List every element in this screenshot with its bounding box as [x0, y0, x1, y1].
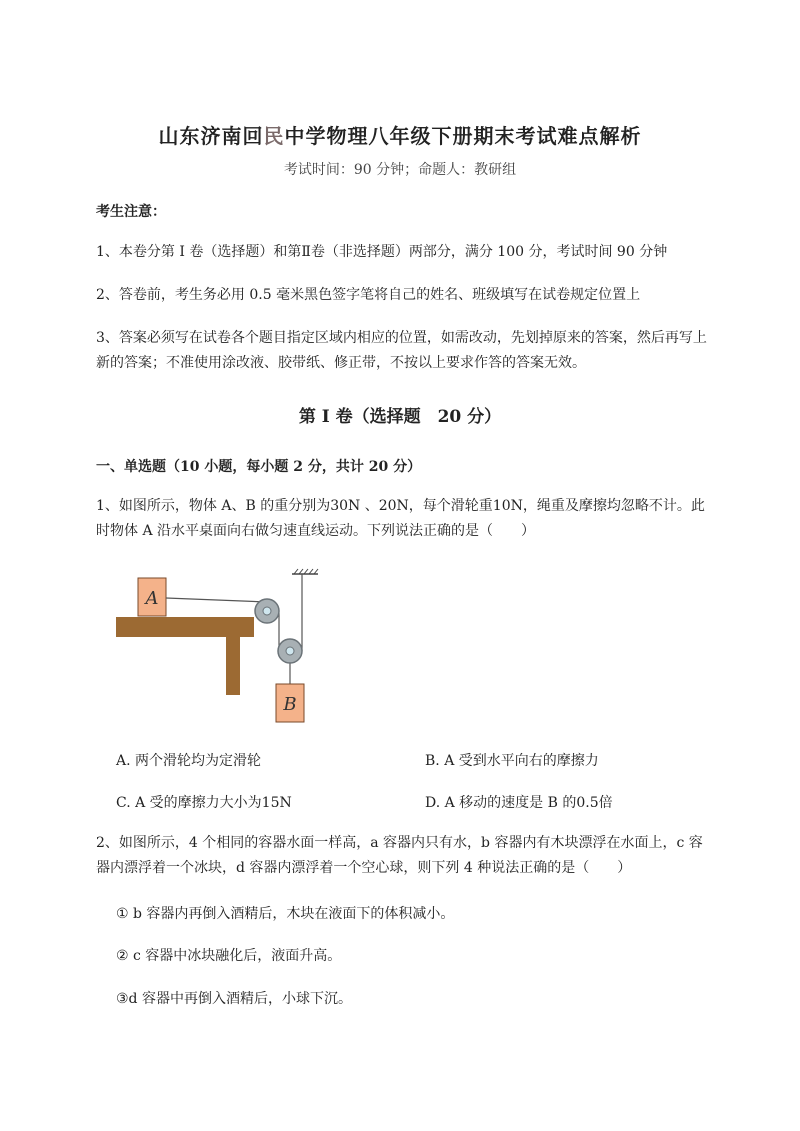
notice-item-2: 2、答卷前，考生务必用 0.5 毫米黑色签字笔将自己的姓名、班级填写在试卷规定位置上: [96, 287, 641, 303]
table-top: [116, 617, 254, 637]
q2-statement-1: ① b 容器内再倒入酒精后，木块在液面下的体积减小。: [116, 906, 455, 922]
block-a-label: A: [145, 588, 159, 609]
notice-heading: 考生注意：: [96, 204, 166, 220]
q1-option-d[interactable]: D. A 移动的速度是 B 的0.5倍: [425, 795, 613, 811]
section-title: 第 I 卷（选择题 20 分）: [298, 407, 502, 427]
notice-item-3: 3、答案必须写在试卷各个题目指定区域内相应的位置，如需改动，先划掉原来的答案，然后再写上新的答案；不准使用涂改液、胶带纸、修正带，不按以上要求作答的答案无效。: [96, 330, 707, 371]
q1-option-c[interactable]: C. A 受的摩擦力大小为15N: [116, 795, 292, 811]
table-leg: [226, 637, 240, 695]
question-2-text: 2、如图所示，4 个相同的容器水面一样高，a 容器内只有水，b 容器内有木块漂浮在水面上，c 容器内漂浮着一个冰块，d 容器内漂浮着一个空心球，则下列 4 种说法正确的是（ ）: [96, 835, 703, 876]
notice-item-1: 1、本卷分第 I 卷（选择题）和第Ⅱ卷（非选择题）两部分，满分 100 分，考试时间 90 分钟: [96, 244, 668, 260]
q2-statement-3: ③d 容器中再倒入酒精后，小球下沉。: [116, 991, 352, 1007]
question-1-text: 1、如图所示，物体 A、B 的重分别为30N 、20N，每个滑轮重10N，绳重及摩擦均忽略不计。此时物体 A 沿水平桌面向右做匀速直线运动。下列说法正确的是（ ）: [96, 498, 705, 539]
q1-option-b[interactable]: B. A 受到水平向右的摩擦力: [425, 753, 599, 769]
pulley-figure: [112, 565, 332, 725]
part-heading: 一、单选题（10 小题，每小题 2 分，共计 20 分）: [96, 459, 422, 475]
exam-info: 考试时间：90 分钟；命题人：教研组: [283, 162, 517, 178]
rope-horizontal: [166, 598, 267, 602]
q1-option-a[interactable]: A. 两个滑轮均为定滑轮: [116, 753, 262, 769]
page-title: 山东济南回民中学物理八年级下册期末考试难点解析: [158, 124, 642, 148]
block-b-label: B: [283, 694, 297, 715]
q2-statement-2: ② c 容器中冰块融化后，液面升高。: [116, 948, 342, 964]
